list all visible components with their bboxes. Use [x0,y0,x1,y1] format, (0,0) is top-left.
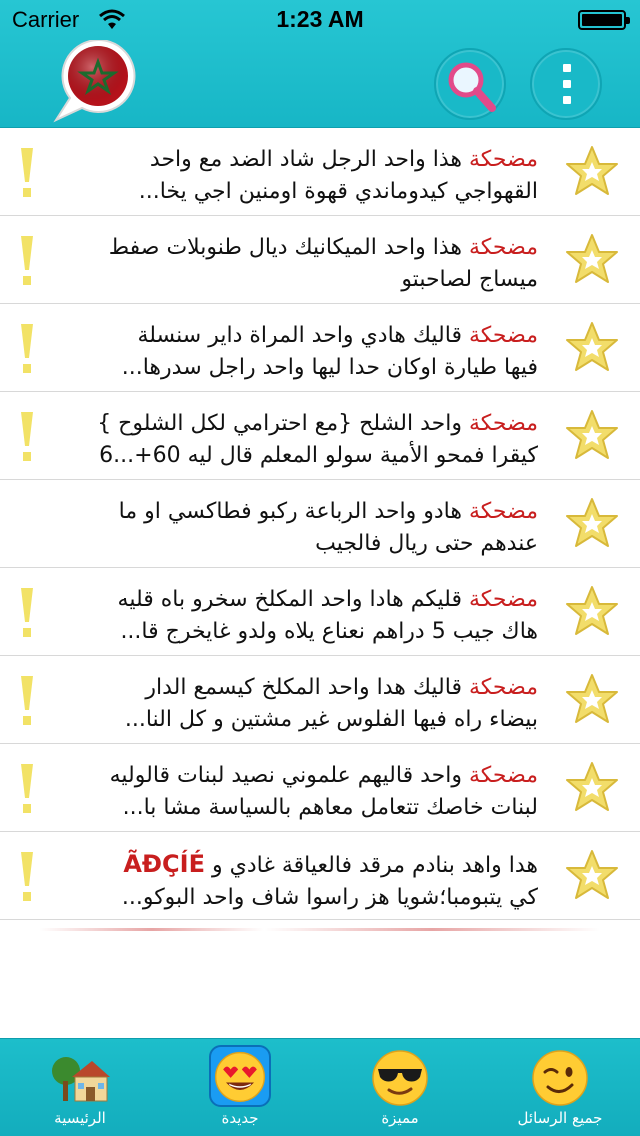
list-item[interactable] [0,480,640,568]
tab-new[interactable] [160,1039,320,1136]
category-tag: مضحكة [468,587,538,612]
list-item[interactable] [0,128,640,216]
list-item[interactable] [0,392,640,480]
morocco-flag-icon [48,40,140,124]
category-tag: مضحكة [468,147,538,172]
clock-label: 1:23 AM [276,6,364,32]
message-preview [52,144,538,208]
category-tag: مضحكة [468,411,538,436]
report-exclamation-icon[interactable] [18,146,36,200]
message-line-2: عندهم حتى ريال فالجيب [315,531,538,556]
tab-new-label: جديدة [221,1109,259,1127]
favorite-star-icon[interactable] [564,760,620,816]
report-exclamation-icon[interactable] [18,410,36,464]
report-exclamation-icon[interactable] [18,586,36,640]
list-item[interactable] [0,744,640,832]
carrier-label: Carrier [12,7,80,32]
report-exclamation-icon[interactable] [18,762,36,816]
wink-emoji-icon [530,1047,590,1107]
magnifier-icon [436,50,508,122]
tab-all-messages-label: جميع الرسائل [517,1109,603,1127]
message-list[interactable] [0,128,640,940]
message-line-1: قليكم هادا واحد المكلخ سخرو باه قليه [117,587,462,612]
favorite-star-icon[interactable] [564,144,620,200]
message-preview [52,848,538,914]
message-line-2: القهواجي كيدوماندي قهوة اومنين اجي يخا... [138,179,538,204]
search-button[interactable] [434,48,506,120]
more-menu-button[interactable] [530,48,602,120]
message-line-1: قاليك هادي واحد المراة داير سنسلة [137,323,462,348]
status-bar [0,0,640,40]
message-line-1: هذا واحد الرجل شاد الضد مع واحد [149,147,462,172]
message-line-2: هاك جيب 5 دراهم نعناع يلاه ولدو غايخرج قا... [120,619,538,644]
favorite-star-icon[interactable] [564,672,620,728]
message-line-2: كي يتبومبا؛شويا هز راسوا شاف واحد البوكو... [121,885,538,910]
category-tag: ÃÐÇÍÉ [123,850,205,878]
list-item[interactable] [0,656,640,744]
message-preview [52,496,538,560]
report-exclamation-icon[interactable] [18,322,36,376]
message-preview [52,232,538,296]
message-preview [52,408,538,472]
message-line-2: فيها طيارة اوكان حدا ليها واحد راجل سدرها... [121,355,538,380]
report-exclamation-icon[interactable] [18,674,36,728]
category-tag: مضحكة [468,763,538,788]
tab-bar [0,1038,640,1136]
tab-home-label: الرئيسية [54,1109,106,1127]
nav-header [0,0,640,128]
message-preview [52,760,538,824]
list-item[interactable] [0,216,640,304]
message-line-1: قاليك هدا واحد المكلخ كيسمع الدار [145,675,462,700]
message-line-2: كيقرا فمحو الأمية سولو المعلم قال ليه 60+...6 [99,443,538,468]
message-preview [52,584,538,648]
message-line-1: واحد الشلح {مع احترامي لكل الشلوح } [97,411,462,436]
favorite-star-icon[interactable] [564,848,620,904]
tab-featured[interactable] [320,1039,480,1136]
report-exclamation-icon[interactable] [18,234,36,288]
tab-all-messages[interactable] [480,1039,640,1136]
list-item[interactable] [0,832,640,920]
list-item[interactable] [0,304,640,392]
message-line-1: واحد قاليهم علموني نصيد لبنات قالوليه [109,763,462,788]
message-line-2: ميساج لصاحبتو [401,267,538,292]
favorite-star-icon[interactable] [564,408,620,464]
tab-home[interactable] [0,1039,160,1136]
favorite-star-icon[interactable] [564,496,620,552]
sunglasses-emoji-icon [370,1047,430,1107]
favorite-star-icon[interactable] [564,584,620,640]
list-item[interactable] [0,568,640,656]
list-item-partial [0,920,640,940]
clipped-row-edge [40,928,600,931]
home-icon [50,1047,110,1107]
category-tag: مضحكة [468,675,538,700]
message-line-1: هدا واهد بنادم مرقد فالعياقة غادي و [211,853,538,878]
message-line-2: لبنات خاصك تتعامل معاهم بالسياسة مشا با... [122,795,538,820]
heart-eyes-emoji-icon [209,1045,271,1107]
app-logo-button[interactable] [48,40,140,124]
vertical-dots-icon [563,64,573,112]
message-line-2: بيضاء راه فيها الفلوس غير مشتين و كل النا... [124,707,538,732]
category-tag: مضحكة [468,235,538,260]
message-line-1: هادو واحد الرباعة ركبو فطاكسي او ما [118,499,462,524]
favorite-star-icon[interactable] [564,320,620,376]
message-preview [52,320,538,384]
category-tag: مضحكة [468,323,538,348]
category-tag: مضحكة [468,499,538,524]
tab-featured-label: مميزة [381,1109,419,1127]
message-preview [52,672,538,736]
report-exclamation-icon[interactable] [18,850,36,904]
message-line-1: هذا واحد الميكانيك ديال طنوبلات صفط [108,235,462,260]
favorite-star-icon[interactable] [564,232,620,288]
battery-icon [578,10,626,30]
